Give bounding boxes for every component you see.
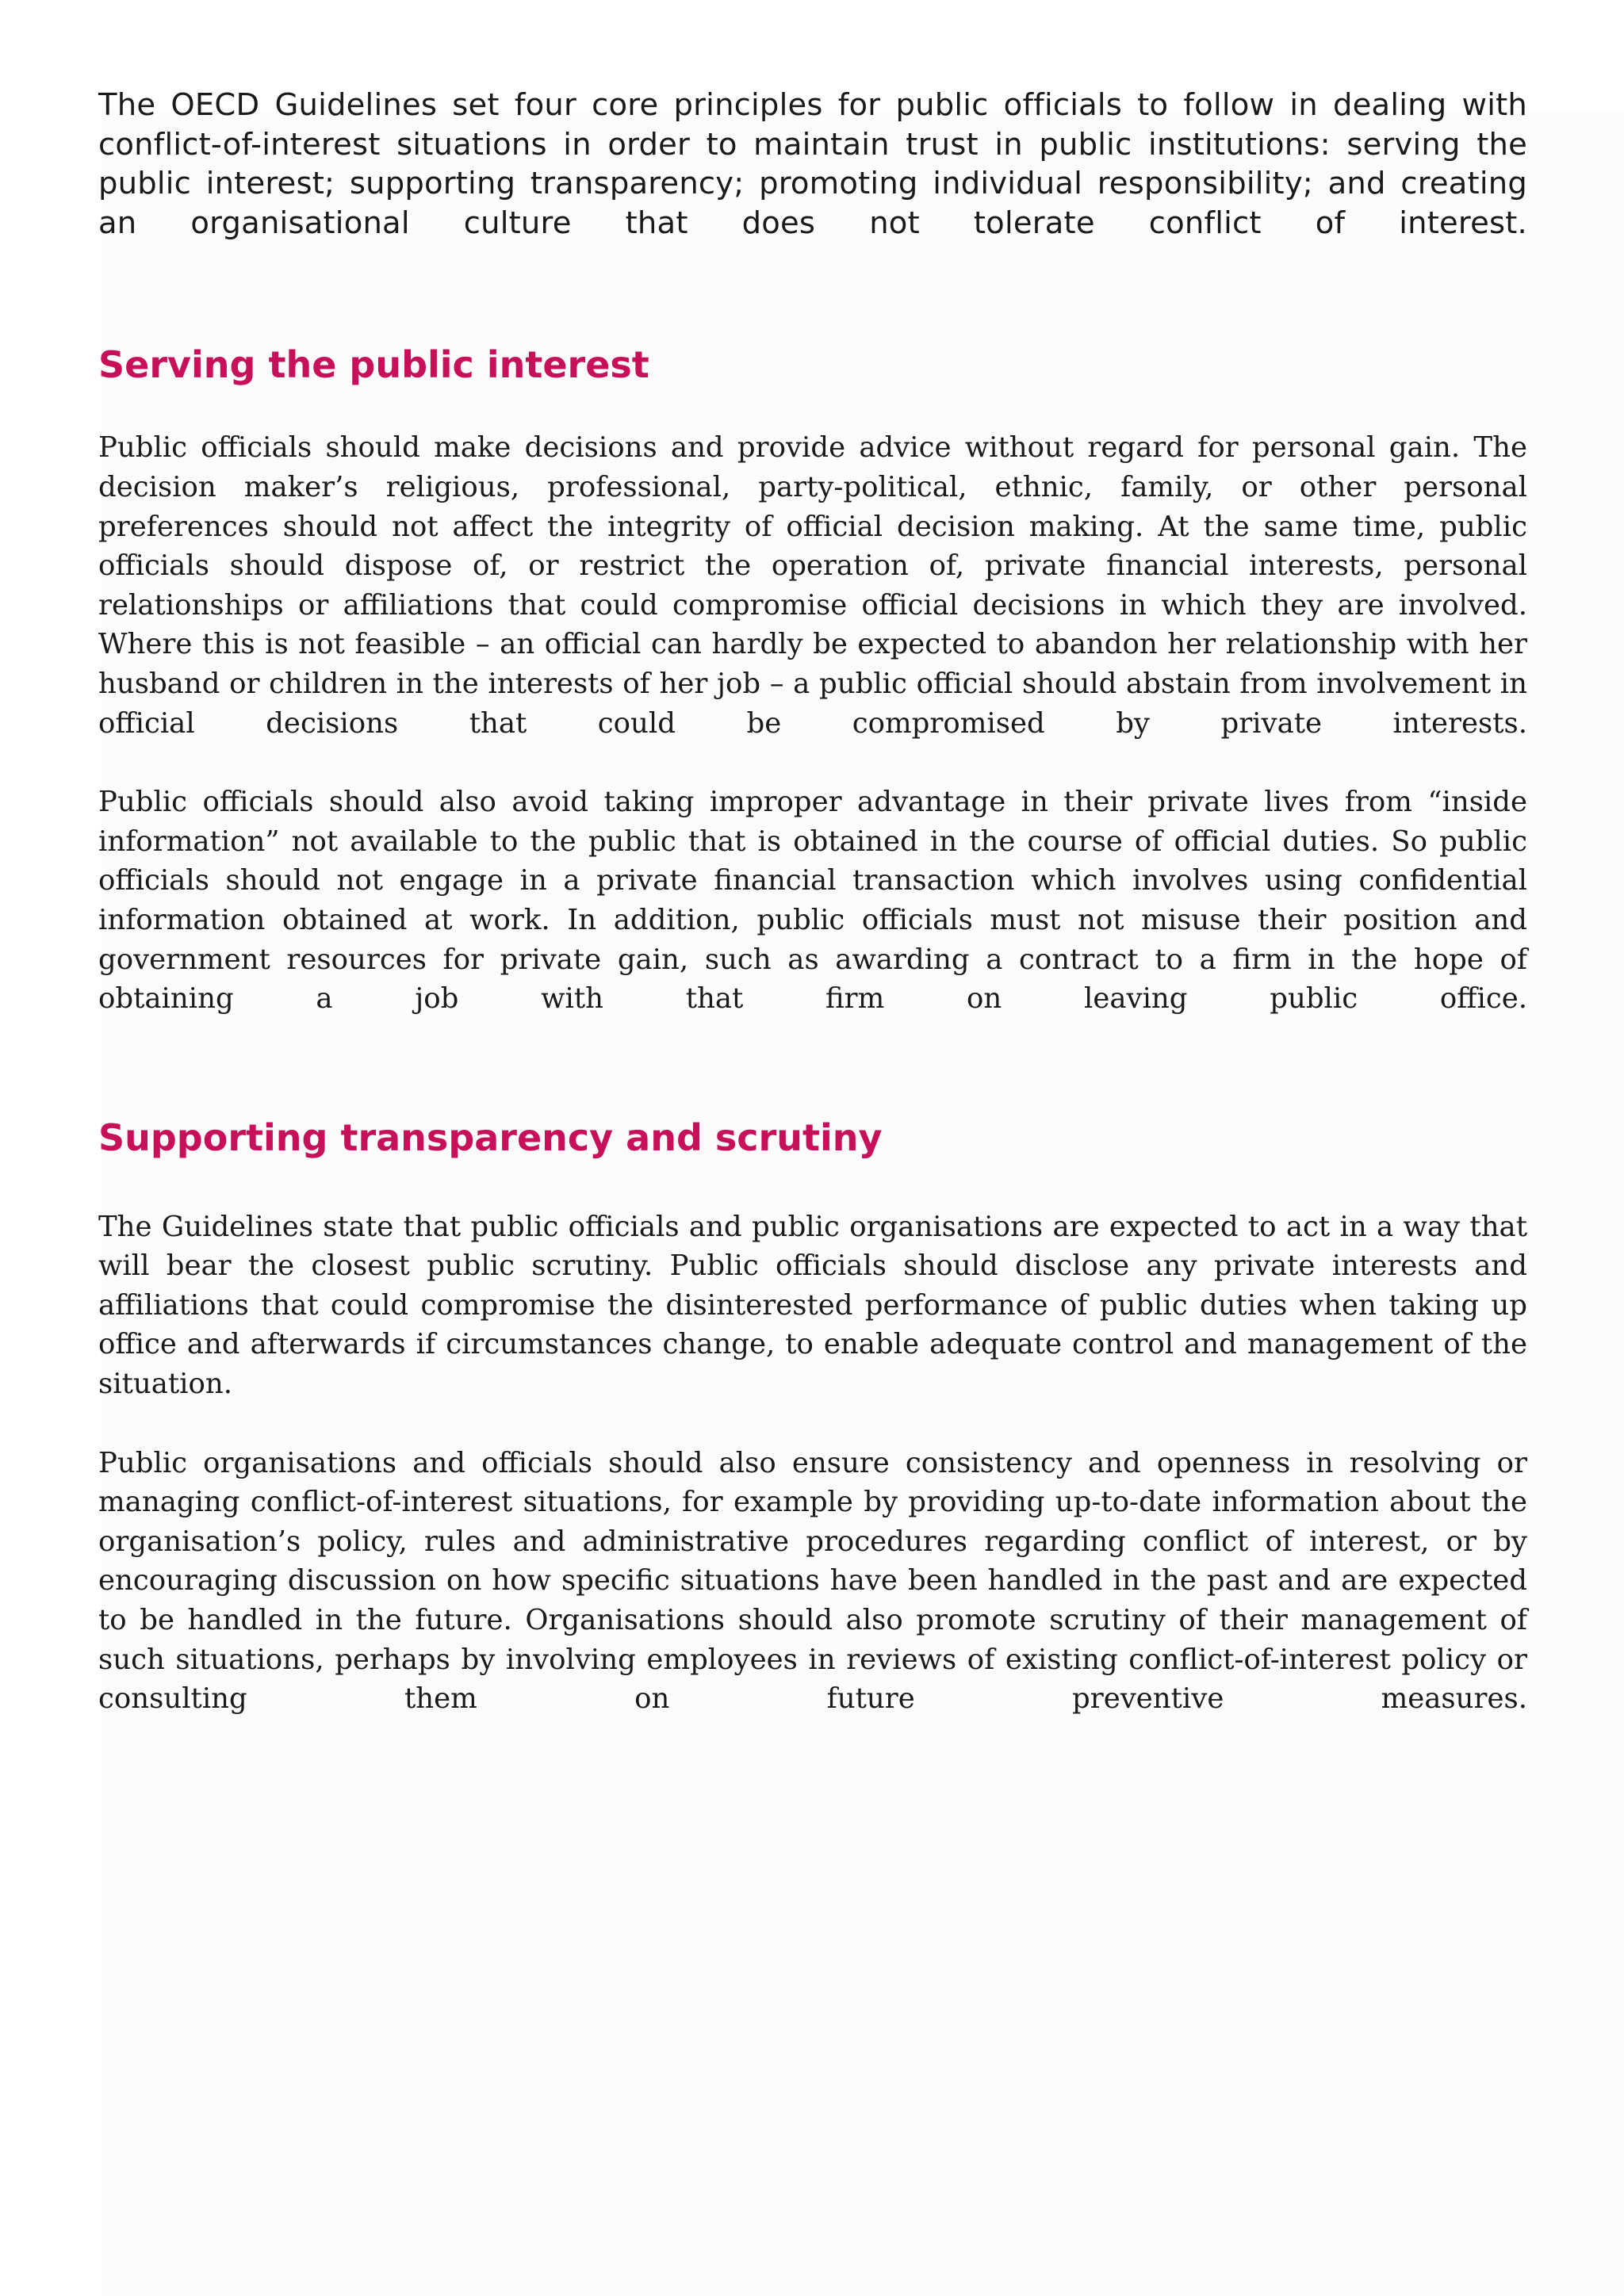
transparency-paragraph-2: Public organisations and officials should also ensure consistency and openness in resolving or managing conflict-of-interest situations, for example by providing up-to-date information about the organisation’s policy, rules and administrative procedures regarding conflict of interest, or by encouraging discussion on how specific situations have been handled in the past and are expected to be handled in the future. Organisations should also promote scrutiny of their management of such situations, perhaps by involving employees in reviews of existing conflict-of-interest policy or consulting them on future preventive measures.: [98, 1446, 1527, 1716]
section-heading-public-interest: Serving the public interest: [98, 343, 649, 387]
transparency-paragraph-1: The Guidelines state that public officials and public organisations are expected to act in a way that will bear the closest public scrutiny. Public officials should disclose any private interests and affiliations that could compromise the disinterested performance of public duties when taking up office and afterwards if circumstances change, to enable adequate control and management of the situation.: [98, 1210, 1527, 1401]
intro-paragraph: The OECD Guidelines set four core principles for public officials to follow in dealing with conflict-of-interest situations in order to maintain trust in public institutions: serving the public interest; supporting transparency; promoting individual responsibility; and creating an organisational culture that does not tolerate conflict of interest.: [98, 87, 1527, 241]
public-interest-paragraph-2: Public officials should also avoid taking improper advantage in their private lives from “inside information” not available to the public that is obtained in the course of official duties. So public officials should not engage in a private financial transaction which involves using confidential information obtained at work. In addition, public officials must not misuse their position and government resources for private gain, such as awarding a contract to a firm in the hope of obtaining a job with that firm on leaving public office.: [98, 786, 1527, 1016]
document-content: [98, 86, 1527, 1719]
public-interest-paragraph-1: Public officials should make decisions and provide advice without regard for personal gain. The decision maker’s religious, professional, party-political, ethnic, family, or other personal preferences should not affect the integrity of official decision making. At the same time, public officials should dispose of, or restrict the operation of, private financial interests, personal relationships or affiliations that could compromise official decisions in which they are involved. Where this is not feasible – an official can hardly be expected to abandon her relationship with her husband or children in the interests of her job – a public official should abstain from involvement in official decisions that could be compromised by private interests.: [98, 431, 1527, 740]
section-heading-transparency: Supporting transparency and scrutiny: [98, 1115, 883, 1159]
